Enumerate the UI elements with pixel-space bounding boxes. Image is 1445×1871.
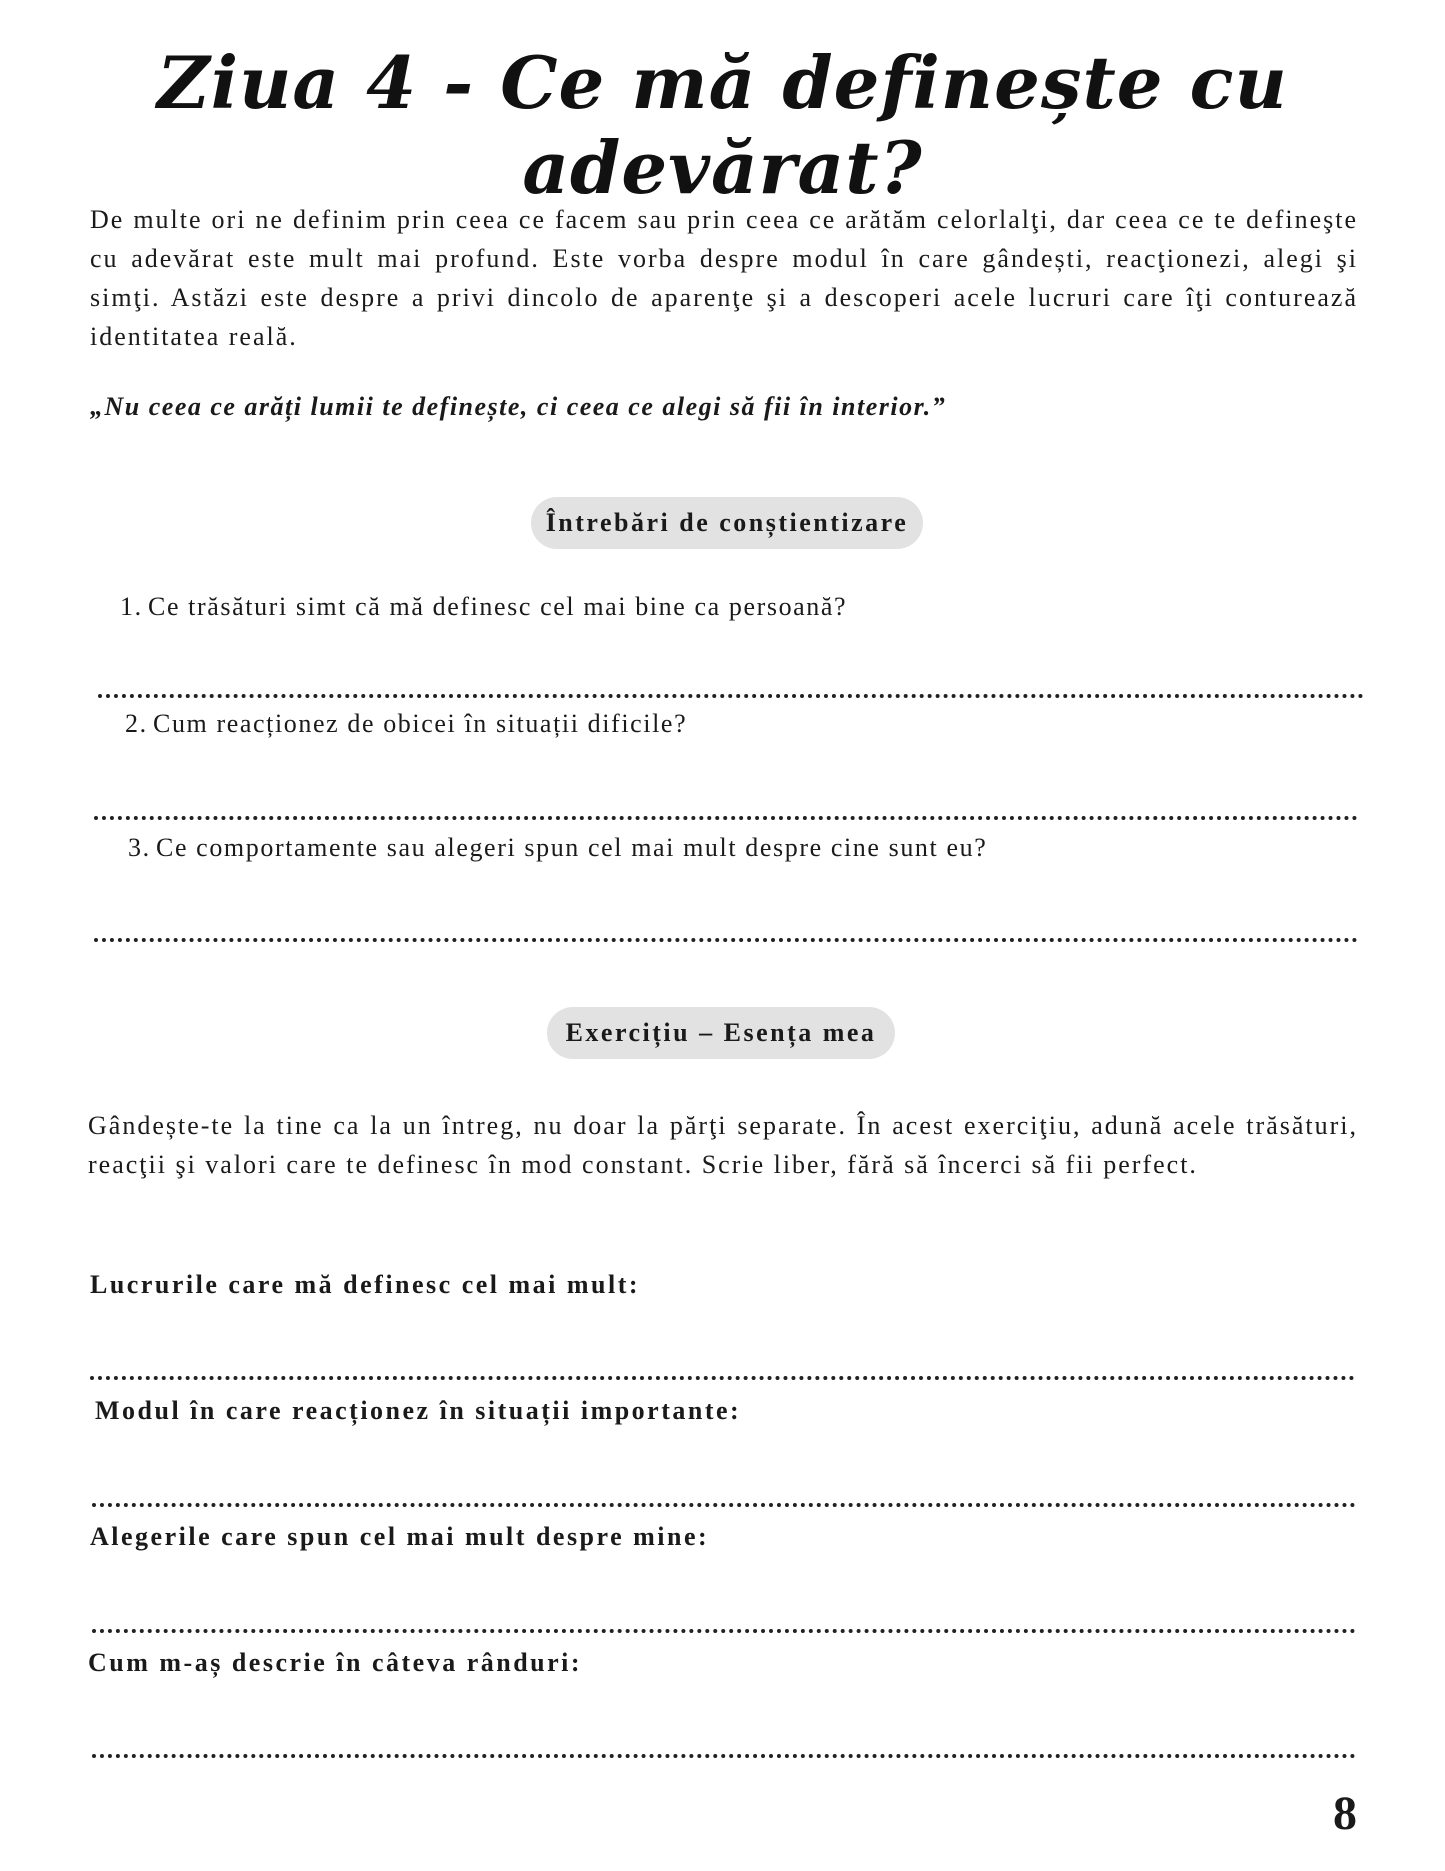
answer-line-1[interactable]: [98, 694, 1364, 698]
question-number: 3.: [128, 833, 151, 862]
prompt-line-4[interactable]: [92, 1754, 1356, 1758]
question-text: Cum reacționez de obicei în situații dificile?: [153, 709, 688, 738]
question-2: [125, 709, 687, 739]
question-1: [120, 592, 847, 622]
prompt-line-2[interactable]: [92, 1503, 1356, 1507]
page-number: 8: [1333, 1787, 1357, 1840]
prompt-label-3: Alegerile care spun cel mai mult despre mine:: [90, 1522, 710, 1551]
question-3: [128, 833, 987, 863]
prompt-line-1[interactable]: [90, 1376, 1355, 1380]
question-text: Ce trăsături simt că mă definesc cel mai bine ca persoană?: [148, 592, 848, 621]
question-number: 1.: [120, 592, 143, 621]
exercise-instructions: Gândește-te la tine ca la un întreg, nu doar la părţi separate. În acest exerciţiu, adună acele trăsături, reacţii şi valori care te definesc în mod constant. Scrie liber, fără să încerci să fii perfect.: [88, 1111, 1358, 1179]
prompt-line-3[interactable]: [92, 1629, 1356, 1633]
prompt-label-2: Modul în care reacționez în situații importante:: [95, 1396, 742, 1425]
prompt-label-4: Cum m-aș descrie în câteva rânduri:: [88, 1648, 583, 1677]
prompt-label-1: Lucrurile care mă definesc cel mai mult:: [90, 1270, 641, 1299]
intro-paragraph: De multe ori ne definim prin ceea ce facem sau prin ceea ce arătăm celorlalţi, dar ceea ce te defineşte cu adevărat este mult mai profund. Este vorba despre modul în care gândești, reacţionezi, alegi şi simţi. Astăzi este despre a privi dincolo de aparenţe şi a descoperi acele lucruri care îţi conturează identitatea reală.: [90, 205, 1358, 351]
exercise-heading: Exercițiu – Esența mea: [547, 1007, 895, 1059]
quote: „Nu ceea ce arăți lumii te definește, ci ceea ce alegi să fii în interior.”: [90, 392, 947, 421]
answer-line-2[interactable]: [94, 816, 1358, 820]
question-text: Ce comportamente sau alegeri spun cel mai mult despre cine sunt eu?: [156, 833, 988, 862]
question-number: 2.: [125, 709, 148, 738]
awareness-heading: Întrebări de conștientizare: [531, 497, 923, 549]
answer-line-3[interactable]: [94, 938, 1358, 942]
page-title: Ziua 4 - Ce mă definește cu adevărat?: [157, 40, 1288, 210]
